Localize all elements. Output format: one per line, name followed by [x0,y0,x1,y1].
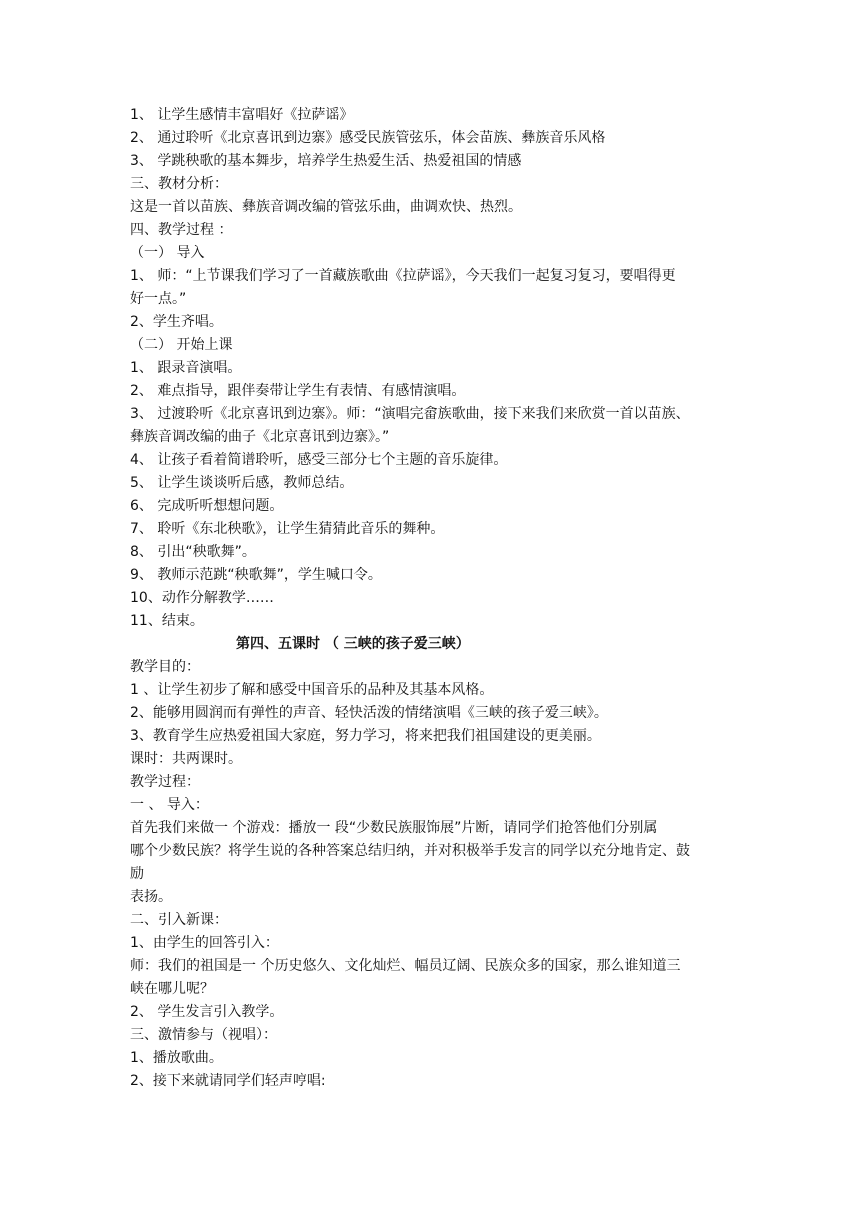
list-item: 6、 完成听听想想问题。 [130,498,284,514]
paragraph-line: 课时：共两课时。 [130,751,242,767]
objective-line-2: 2、 通过聆听《北京喜讯到边寨》感受民族管弦乐，体会苗族、彝族音乐风格 [130,130,606,146]
subsection-heading: （一） 导入 [130,245,205,261]
list-item: 2、能够用圆润而有弹性的声音、轻快活泼的情绪演唱《三峡的孩子爱三峡》。 [130,705,608,721]
list-item: 7、 聆听《东北秧歌》，让学生猜猜此音乐的舞种。 [130,521,445,537]
section-heading: 三、教材分析： [130,176,228,192]
paragraph-line: 表扬。 [130,889,172,905]
objective-line-3: 3、 学跳秧歌的基本舞步，培养学生热爱生活、热爱祖国的情感 [130,153,522,169]
paragraph-line: 哪个少数民族？将学生说的各种答案总结归纳，并对积极举手发言的同学以充分地肯定、鼓 [130,843,690,859]
document-body [130,104,740,1093]
list-item: 11、结束。 [130,613,204,629]
list-item: 2、 难点指导，跟伴奏带让学生有表情、有感情演唱。 [130,383,466,399]
list-item: 1 、让学生初步了解和感受中国音乐的品种及其基本风格。 [130,682,494,698]
section-heading: 四、教学过程 ： [130,222,233,238]
section-heading: 三、激情参与（视唱）： [130,1027,277,1043]
section-heading: 教学过程： [130,774,200,790]
subsection-heading: （二） 开始上课 [130,337,233,353]
list-item: 2、 学生发言引入教学。 [130,1004,284,1020]
list-item: 1、 跟录音演唱。 [130,360,242,376]
paragraph-line: 好一点。” [130,291,187,307]
list-item: 8、 引出“秧歌舞”。 [130,544,256,560]
list-item: 1、由学生的回答引入： [130,935,279,951]
objective-line-1: 1、 让学生感情丰富唱好《拉萨谣》 [130,107,354,123]
list-item: 5、 让学生谈谈听后感，教师总结。 [130,475,354,491]
list-item: 10、动作分解教学…… [130,590,274,606]
paragraph-line: 励 [130,866,144,882]
paragraph-line: 2、学生齐唱。 [130,314,223,330]
list-item: 3、教育学生应热爱祖国大家庭，努力学习，将来把我们祖国建设的更美丽。 [130,728,601,744]
list-item: 1、播放歌曲。 [130,1050,223,1066]
list-item: 4、 让孩子看着简谱聆听，感受三部分七个主题的音乐旋律。 [130,452,508,468]
paragraph-line: 这是一首以苗族、彝族音调改编的管弦乐曲，曲调欢快、热烈。 [130,199,522,215]
section-heading: 教学目的： [130,659,200,675]
list-item-continuation: 彝族音调改编的曲子《北京喜讯到边寨》。” [130,429,390,445]
paragraph-line: 师：我们的祖国是一 个历史悠久、文化灿烂、幅员辽阔、民族众多的国家，那么谁知道三 [130,958,681,974]
list-item: 2、接下来就请同学们轻声哼唱: [130,1073,326,1089]
lesson-title: 第四、五课时 （ 三峡的孩子爱三峡） [236,636,470,652]
paragraph-line: 1、 师：“上节课我们学习了一首藏族歌曲《拉萨谣》，今天我们一起复习复习，要唱得更 [130,268,676,284]
paragraph-line: 峡在哪儿呢？ [130,981,214,997]
list-item: 9、 教师示范跳“秧歌舞”，学生喊口令。 [130,567,382,583]
paragraph-line: 首先我们来做一 个游戏：播放一 段“少数民族服饰展”片断，请同学们抢答他们分别属 [130,820,658,836]
section-heading: 二、引入新课： [130,912,228,928]
subsection-heading: 一 、 导入： [130,797,209,813]
list-item: 3、 过渡聆听《北京喜讯到边寨》。师：“演唱完畲族歌曲，接下来我们来欣赏一首以苗族、 [130,406,690,422]
